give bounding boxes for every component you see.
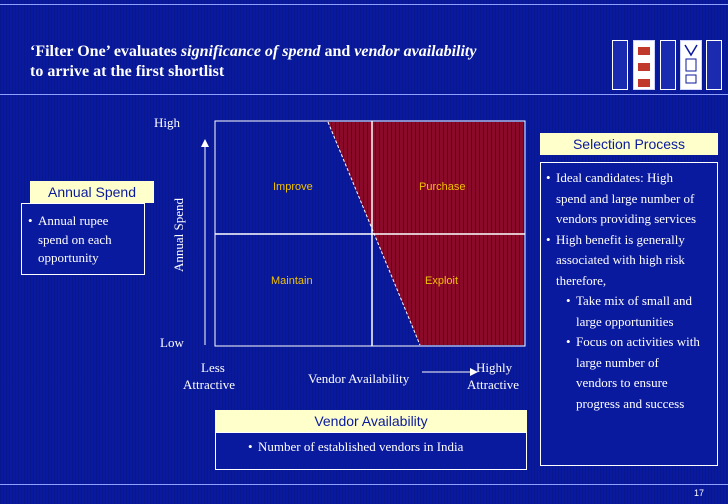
selection-subbullet-2-line-3: vendors to ensure: [576, 375, 668, 390]
matrix-graphic: [195, 115, 535, 360]
selection-bullet-2-line-2: associated with high risk: [556, 252, 685, 267]
annual-spend-bullet: [28, 212, 138, 268]
y-axis-high: High: [154, 115, 180, 130]
selection-subbullet-2-line-1: • Focus on activities with: [576, 334, 700, 349]
annual-spend-heading: Annual Spend: [30, 181, 154, 203]
title-line-1: [30, 42, 630, 62]
annual-spend-line-2: spend on each: [38, 231, 112, 247]
x-axis-label: Vendor Availability: [308, 371, 410, 386]
selection-subbullet-2-line-2: large number of: [576, 354, 659, 370]
selection-bullet-2: [546, 230, 713, 292]
selection-bullet-2-line-3: therefore,: [556, 272, 607, 288]
title-part-2: significance of spend: [180, 43, 321, 60]
selection-bullet-1-line-2: spend and large number of: [556, 190, 695, 206]
selection-process-heading: Selection Process: [540, 133, 718, 155]
selection-bullet-2-line-1: • High benefit is generally: [556, 231, 685, 247]
selection-bullet-1-line-1: • Ideal candidates: High: [556, 170, 673, 185]
quadrant-purchase: Purchase: [419, 181, 466, 193]
y-axis-low: Low: [160, 335, 184, 350]
vendor-availability-bullet: • Number of established vendors in India: [248, 437, 526, 458]
selection-subbullet-2-line-4: progress and success: [576, 395, 685, 411]
vendor-availability-body: [215, 432, 527, 470]
vendor-availability-heading: Vendor Availability: [215, 410, 527, 432]
x-axis-less: Less: [201, 360, 225, 375]
selection-bullet-1-line-3: vendors providing services: [556, 211, 697, 226]
quadrant-maintain: Maintain: [271, 275, 313, 287]
selection-bullet-1: [546, 168, 713, 230]
thumbnail-1: [612, 40, 628, 90]
annual-spend-body: [21, 203, 145, 275]
y-axis-arrowhead: [201, 139, 209, 147]
title-part-4: vendor availability: [354, 43, 477, 60]
y-axis-label: Annual Spend: [171, 197, 186, 273]
thumbnail-5: [706, 40, 722, 90]
page-number: 17: [693, 488, 704, 498]
top-rule: [0, 4, 728, 5]
title-part-3: and: [320, 43, 355, 60]
slide-title: [30, 42, 630, 82]
x-axis-highly: Highly: [476, 360, 513, 375]
thumbnail-2: [633, 40, 655, 90]
selection-subbullet-2: [566, 332, 713, 414]
footer-rule: [0, 484, 728, 485]
x-axis-attractive-right: Attractive: [467, 377, 519, 392]
header-rule: [0, 94, 728, 95]
annual-spend-line-1: • Annual rupee: [38, 213, 109, 228]
selection-subbullet-1-line-2: large opportunities: [576, 313, 674, 329]
selection-subbullet-1-line-1: • Take mix of small and: [576, 293, 693, 308]
title-line-2: to arrive at the first shortlist: [30, 63, 225, 80]
annual-spend-line-3: opportunity: [38, 250, 99, 265]
selection-subbullet-1: [566, 291, 713, 332]
thumbnail-4: [680, 40, 702, 90]
thumbnail-3: [660, 40, 676, 90]
selection-process-body: [540, 162, 718, 466]
title-part-1: ‘Filter One’ evaluates: [30, 43, 181, 60]
quadrant-improve: Improve: [273, 181, 313, 193]
quadrant-exploit: Exploit: [425, 275, 459, 287]
x-axis-attractive-left: Attractive: [183, 377, 235, 392]
